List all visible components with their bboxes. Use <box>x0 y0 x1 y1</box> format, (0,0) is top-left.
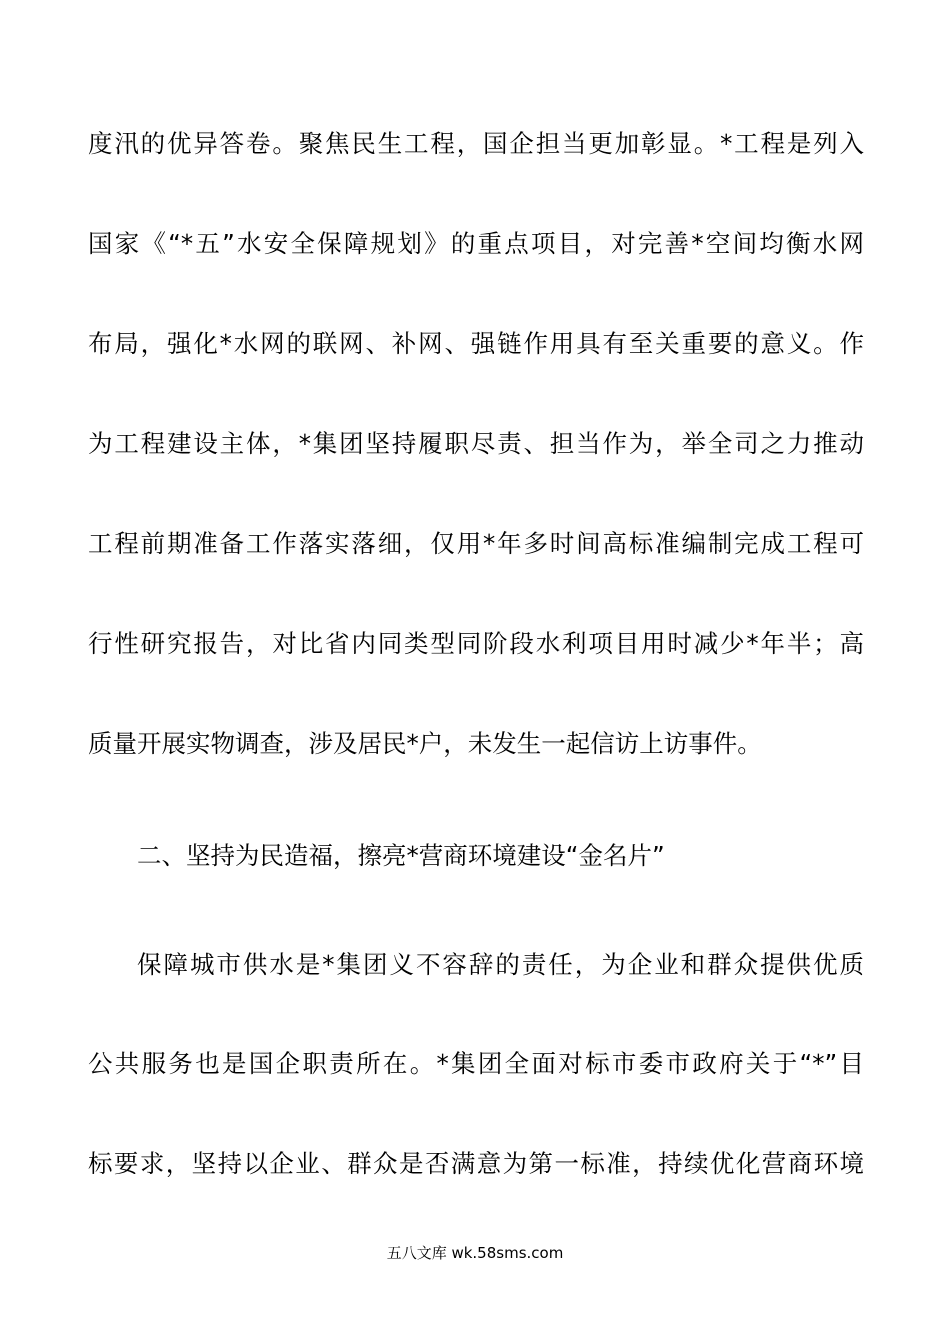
paragraph-2-line-2: 公共服务也是国企职责所在。*集团全面对标市委市政府关于“*”目 <box>88 1049 864 1078</box>
paragraph-1-line-6: 行性研究报告，对比省内同类型同阶段水利项目用时减少*年半；高 <box>88 629 864 658</box>
section-heading: 二、坚持为民造福，擦亮*营商环境建设“金名片” <box>137 841 665 870</box>
paragraph-1-line-4: 为工程建设主体，*集团坚持履职尽责、担当作为，举全司之力推动 <box>88 429 864 458</box>
paragraph-1-line-1: 度汛的优异答卷。聚焦民生工程，国企担当更加彰显。*工程是列入 <box>88 129 864 158</box>
footer-watermark: 五八文库 wk.58sms.com <box>386 1244 564 1262</box>
paragraph-2-line-3: 标要求，坚持以企业、群众是否满意为第一标准，持续优化营商环境 <box>88 1149 864 1178</box>
paragraph-1-line-5: 工程前期准备工作落实落细，仅用*年多时间高标准编制完成工程可 <box>88 529 864 558</box>
paragraph-1-line-7: 质量开展实物调查，涉及居民*户，未发生一起信访上访事件。 <box>88 729 762 758</box>
paragraph-1-line-2: 国家《“*五”水安全保障规划》的重点项目，对完善*空间均衡水网 <box>88 229 864 258</box>
paragraph-2-line-1: 保障城市供水是*集团义不容辞的责任，为企业和群众提供优质 <box>137 950 864 979</box>
paragraph-1-line-3: 布局，强化*水网的联网、补网、强链作用具有至关重要的意义。作 <box>88 329 864 358</box>
